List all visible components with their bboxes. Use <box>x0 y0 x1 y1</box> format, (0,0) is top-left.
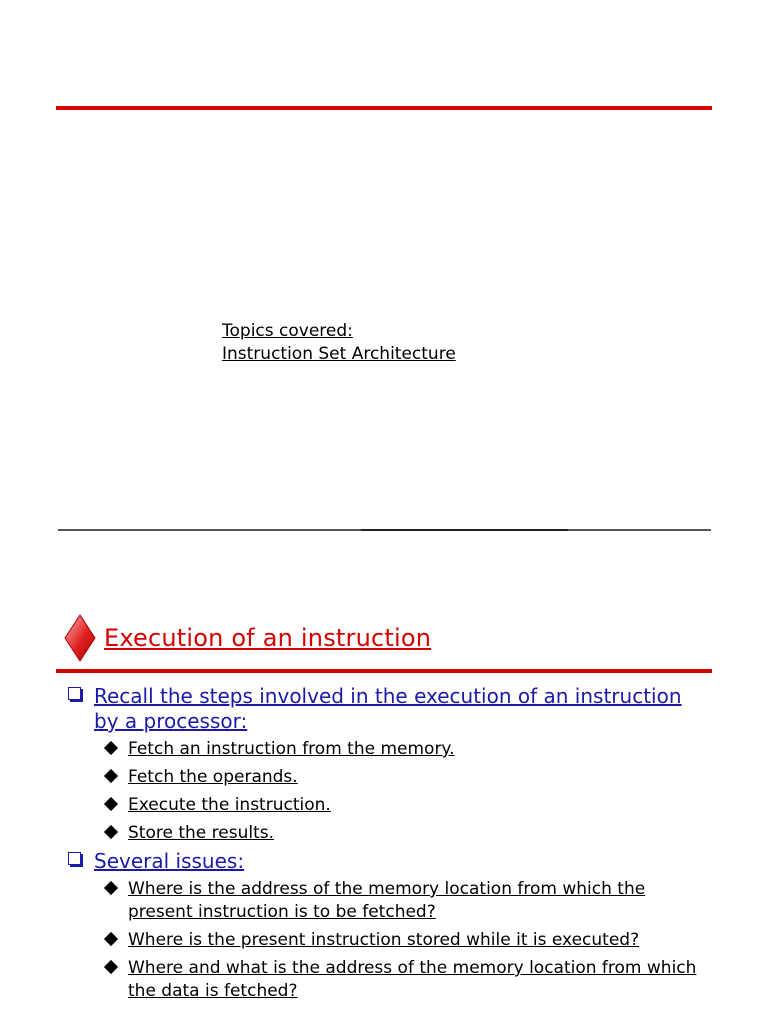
red-diamond-icon <box>64 614 96 662</box>
diamond-bullet-icon <box>104 769 118 783</box>
slide-title <box>64 612 431 664</box>
list-item: Recall the steps involved in the execution of an instruction by a processor: <box>66 684 706 734</box>
list-item: Several issues: <box>66 849 706 874</box>
diamond-bullet-icon <box>104 741 118 755</box>
diamond-bullet-icon <box>104 932 118 946</box>
list-item: Fetch an instruction from the memory. <box>66 738 706 761</box>
slide-title-text: Execution of an instruction <box>104 624 432 652</box>
slide-divider <box>58 529 711 531</box>
list-item: Store the results. <box>66 822 706 845</box>
list-item: Where and what is the address of the memory location from which the data is fetched? <box>66 957 706 1003</box>
topic-title: Instruction Set Architecture <box>222 344 456 364</box>
square-bullet-icon <box>68 687 81 700</box>
diamond-bullet-icon <box>104 960 118 974</box>
list-item: Execute the instruction. <box>66 794 706 817</box>
diamond-bullet-icon <box>104 797 118 811</box>
topics-block <box>222 320 456 366</box>
top-red-rule <box>56 106 712 110</box>
topics-label: Topics covered: <box>222 321 353 341</box>
title-red-rule <box>56 669 712 673</box>
bullet-list <box>66 684 706 1003</box>
diamond-bullet-icon <box>104 825 118 839</box>
list-item: Fetch the operands. <box>66 766 706 789</box>
list-item: Where is the address of the memory location from which the present instruction is to be fetched? <box>66 878 706 924</box>
list-item: Where is the present instruction stored while it is executed? <box>66 929 706 952</box>
square-bullet-icon <box>68 852 81 865</box>
diamond-bullet-icon <box>104 881 118 895</box>
